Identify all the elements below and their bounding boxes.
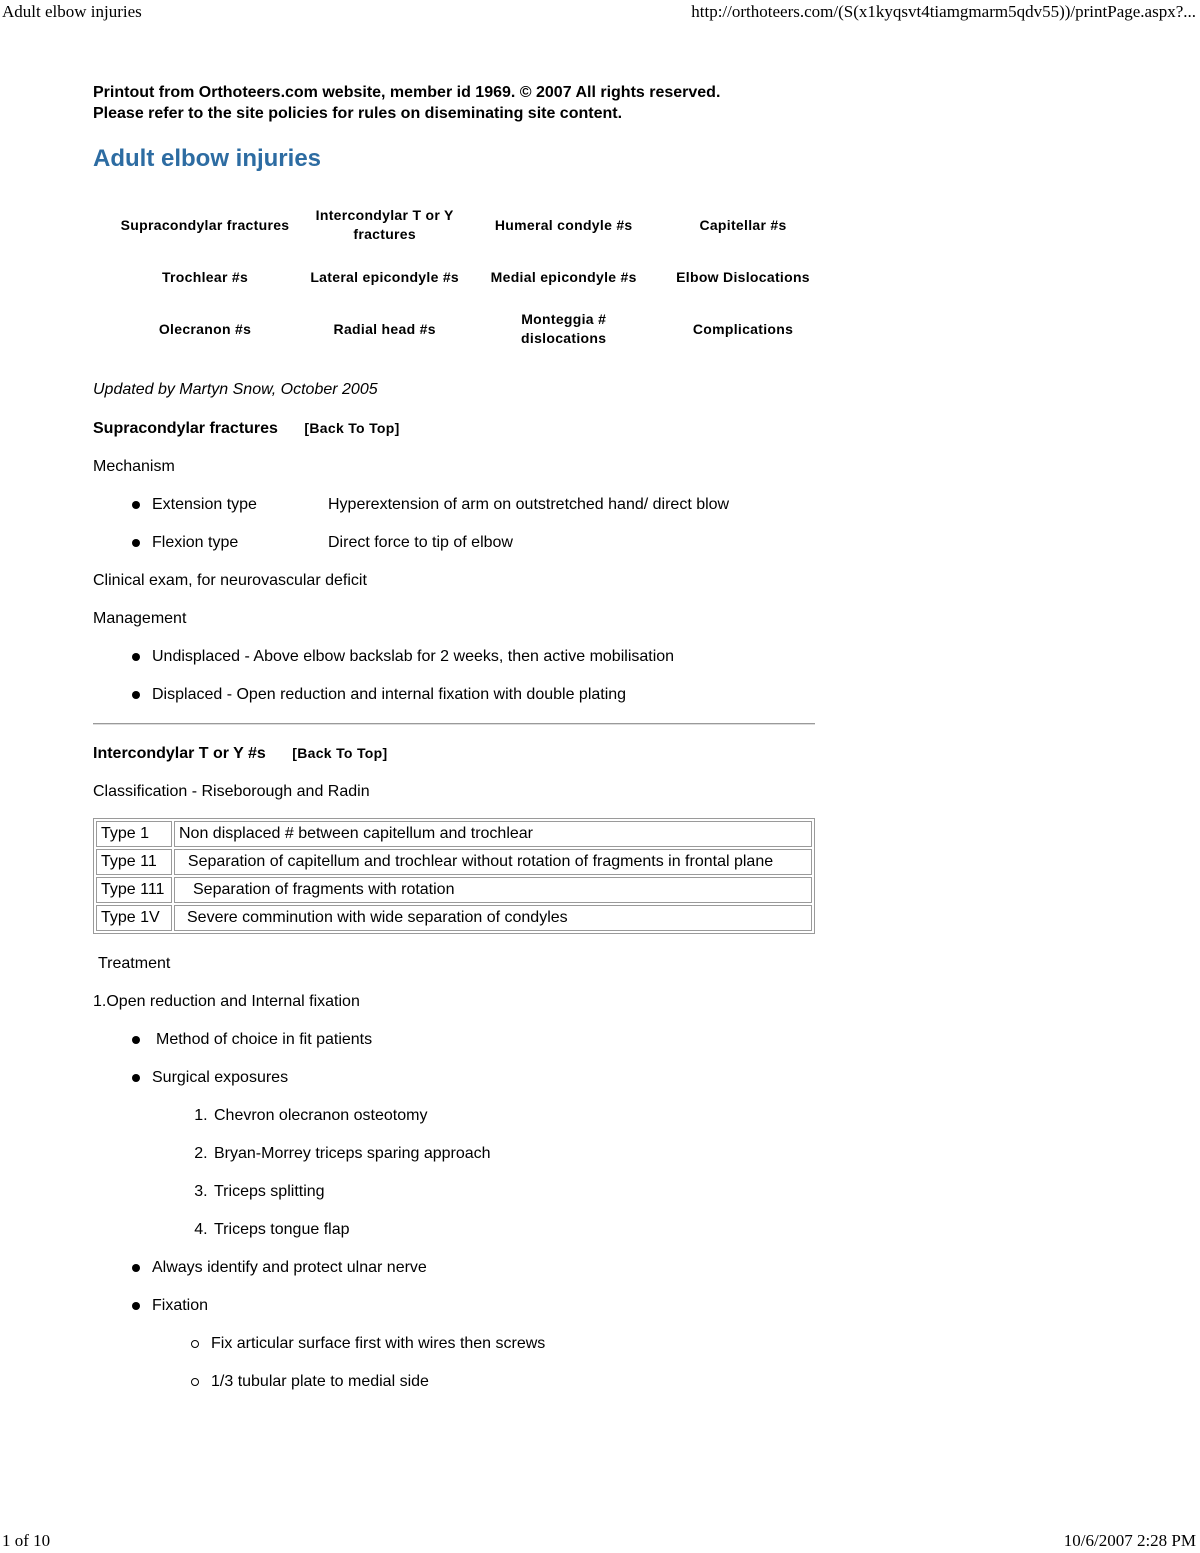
section-heading-text: Supracondylar fractures xyxy=(93,420,278,437)
management-list xyxy=(93,647,833,705)
description-cell: Non displaced # between capitellum and trochlear xyxy=(174,821,812,847)
description-cell: Separation of fragments with rotation xyxy=(174,877,812,903)
fixation-list xyxy=(93,1334,833,1392)
page-title: Adult elbow injuries xyxy=(93,145,322,172)
table-row xyxy=(96,905,812,931)
table-row xyxy=(96,877,812,903)
contents-row xyxy=(115,199,833,251)
list-item xyxy=(130,495,833,515)
description-cell: Severe comminution with wide separation of condyles xyxy=(174,905,812,931)
contents-table xyxy=(115,199,833,355)
type-cell: Type 11 xyxy=(96,849,172,875)
classification-text: Classification - Riseborough and Radin xyxy=(93,783,370,800)
print-header-url: http://orthoteers.com/(S(x1kyqsvt4tiamgmarm5qdv55))/printPage.aspx?... xyxy=(691,2,1196,21)
toc-link[interactable]: Capitellar #s xyxy=(699,216,787,233)
toc-link[interactable]: Olecranon #s xyxy=(158,320,252,337)
toc-link[interactable]: Medial epicondyle #s xyxy=(490,268,637,285)
copyright-notice xyxy=(93,82,833,124)
toc-link[interactable]: Intercondylar T or Y fractures xyxy=(315,207,454,242)
list-item: 3. Triceps splitting xyxy=(212,1182,833,1202)
treatment-list-continued xyxy=(93,1258,833,1316)
type-cell: Type 1 xyxy=(96,821,172,847)
type-cell: Type 111 xyxy=(96,877,172,903)
section-heading-intercondylar xyxy=(93,743,833,764)
section-heading-text: Intercondylar T or Y #s xyxy=(93,745,266,762)
list-item: Fix articular surface first with wires then screws xyxy=(189,1334,833,1354)
description-cell: Separation of capitellum and trochlear without rotation of fragments in frontal plane xyxy=(174,849,812,875)
toc-link[interactable]: Monteggia # dislocations xyxy=(521,311,607,346)
print-header-title: Adult elbow injuries xyxy=(2,2,142,21)
list-item: 2. Bryan-Morrey triceps sparing approach xyxy=(212,1144,833,1164)
toc-link[interactable]: Radial head #s xyxy=(333,320,436,337)
classification-table xyxy=(93,818,815,934)
print-footer xyxy=(2,1531,1196,1553)
mechanism-desc: Direct force to tip of elbow xyxy=(328,534,513,551)
page-number: 1 of 10 xyxy=(2,1531,51,1550)
list-item: Surgical exposures xyxy=(130,1068,833,1088)
table-row xyxy=(96,821,812,847)
mechanism-label: Mechanism xyxy=(93,458,175,475)
clinical-exam-text: Clinical exam, for neurovascular deficit xyxy=(93,572,367,589)
print-header xyxy=(2,2,1196,24)
toc-link[interactable]: Complications xyxy=(692,320,794,337)
section-divider xyxy=(93,723,815,725)
type-cell: Type 1V xyxy=(96,905,172,931)
toc-link[interactable]: Humeral condyle #s xyxy=(494,216,633,233)
back-to-top-link[interactable]: [Back To Top] xyxy=(292,745,388,761)
list-item: 1/3 tubular plate to medial side xyxy=(189,1372,833,1392)
mechanism-type: Extension type xyxy=(152,496,257,513)
list-item: Always identify and protect ulnar nerve xyxy=(130,1258,833,1278)
list-item: Fixation xyxy=(130,1296,833,1316)
contents-row xyxy=(115,303,833,355)
toc-link[interactable]: Trochlear #s xyxy=(161,268,249,285)
surgical-exposures-list xyxy=(93,1106,833,1240)
orif-label: 1.Open reduction and Internal fixation xyxy=(93,993,360,1010)
mechanism-list xyxy=(93,495,833,553)
toc-link[interactable]: Elbow Dislocations xyxy=(676,268,810,285)
list-item: Displaced - Open reduction and internal fixation with double plating xyxy=(130,685,833,705)
mechanism-desc: Hyperextension of arm on outstretched hand/ direct blow xyxy=(328,496,730,513)
list-item: Method of choice in fit patients xyxy=(130,1030,833,1050)
toc-link[interactable]: Lateral epicondyle #s xyxy=(310,268,460,285)
treatment-list xyxy=(93,1030,833,1088)
table-row xyxy=(96,849,812,875)
list-item: Undisplaced - Above elbow backslab for 2 weeks, then active mobilisation xyxy=(130,647,833,667)
toc-link[interactable]: Supracondylar fractures xyxy=(120,216,290,233)
back-to-top-link[interactable]: [Back To Top] xyxy=(304,420,400,436)
notice-line-1: Printout from Orthoteers.com website, member id 1969. © 2007 All rights reserved. xyxy=(93,84,721,101)
list-item: 1. Chevron olecranon osteotomy xyxy=(212,1106,833,1126)
list-item xyxy=(130,533,833,553)
notice-line-2: Please refer to the site policies for rules on diseminating site content. xyxy=(93,105,623,122)
print-datetime: 10/6/2007 2:28 PM xyxy=(1063,1531,1196,1550)
list-item: 4. Triceps tongue flap xyxy=(212,1220,833,1240)
management-label: Management xyxy=(93,610,187,627)
treatment-label: Treatment xyxy=(98,955,171,972)
mechanism-type: Flexion type xyxy=(152,534,239,551)
updated-note: Updated by Martyn Snow, October 2005 xyxy=(93,381,378,398)
section-heading-supracondylar xyxy=(93,418,833,439)
page-content xyxy=(93,82,833,1392)
contents-row xyxy=(115,251,833,303)
